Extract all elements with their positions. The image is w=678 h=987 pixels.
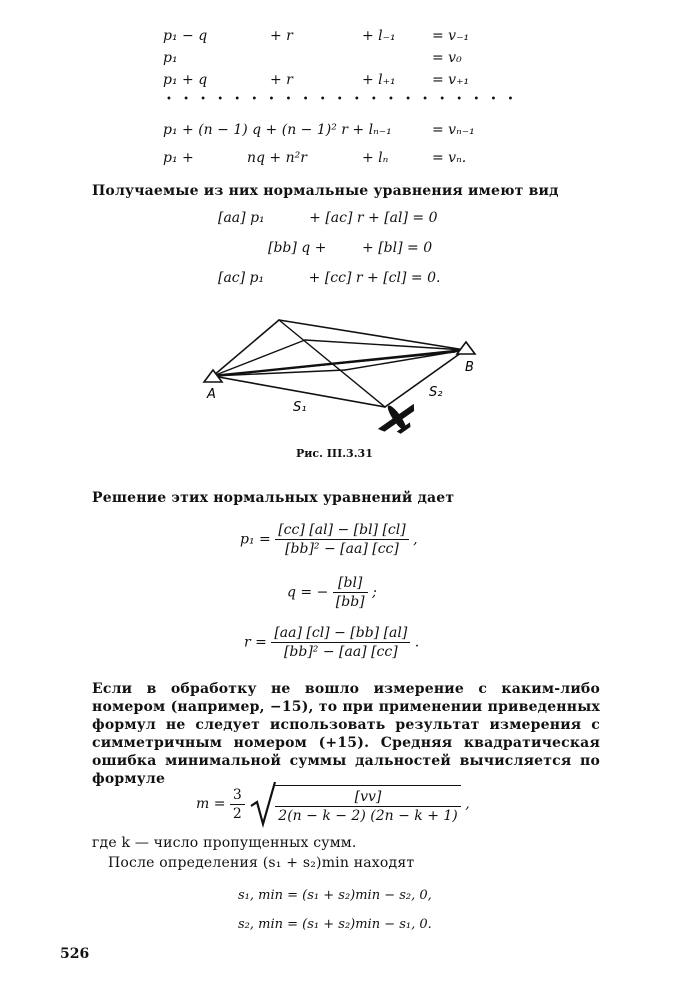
label-b: B (465, 360, 474, 375)
figure-caption: Рис. III.3.31 (296, 447, 373, 460)
eq-row-1-c4: = v₋₁ (432, 28, 470, 44)
p1-numerator: [cc] [al] − [bl] [cl] (275, 522, 409, 540)
solution-intro: Решение этих нормальных уравнений дает (92, 490, 455, 506)
m-end: , (465, 796, 470, 812)
eq-row-3-c4: = v₊₁ (432, 72, 470, 88)
line-a-b-2 (213, 352, 455, 376)
eq-row-1-c2: + r (270, 28, 293, 44)
eq-row-5-c4: = vₙ. (432, 150, 467, 166)
q-lhs: q = − (287, 584, 329, 601)
station-b-marker (457, 342, 475, 354)
normal-eq-3: [ac] p₁ + [cc] r + [cl] = 0. (218, 270, 441, 286)
eq-row-5-c3: + lₙ (362, 150, 389, 166)
eq-row-5-c2: nq + n²r (247, 150, 307, 166)
line-a-top (213, 320, 279, 376)
airplane-icon (370, 393, 423, 443)
q-end: ; (372, 584, 377, 601)
q-formula (287, 575, 377, 610)
ellipsis-dots: • • • • • • • • • • • • • • • • • • • • • (166, 94, 518, 105)
p1-fraction (275, 522, 409, 557)
line-plane-b (385, 350, 465, 407)
normal-equations-intro: Получаемые из них нормальные уравнения имеют вид (92, 183, 559, 199)
r-end: . (414, 634, 420, 651)
m-formula (196, 780, 470, 828)
page-number: 526 (60, 946, 90, 962)
triangulation-figure (195, 310, 485, 445)
p1-end: , (413, 531, 418, 548)
eq-row-4-c1: p₁ + (n − 1) q + (n − 1)² r + lₙ₋₁ (163, 122, 392, 138)
r-denominator: [bb]² − [aa] [cc] (283, 644, 398, 660)
r-numerator: [aa] [cl] − [bb] [al] (271, 625, 410, 643)
m-coefficient (230, 787, 245, 822)
m-coef-num: 3 (230, 787, 245, 805)
m-radicand (275, 785, 460, 824)
label-s2: S₂ (429, 385, 443, 400)
radical-sign (249, 780, 277, 828)
m-lhs: m = (196, 796, 226, 812)
eq-row-2-c4: = v₀ (432, 50, 462, 66)
q-fraction (333, 575, 368, 610)
m-coef-den: 2 (232, 805, 242, 822)
p1-denominator: [bb]² − [aa] [cc] (285, 541, 399, 557)
r-formula (244, 625, 419, 660)
p1-lhs: p₁ = (240, 531, 271, 548)
label-a: A (207, 387, 216, 402)
eq-row-3-c2: + r (270, 72, 293, 88)
m-rad-num: [vv] (275, 789, 460, 807)
q-numerator: [bl] (333, 575, 368, 593)
q-denominator: [bb] (335, 594, 365, 610)
eq-row-3-c1: p₁ + q (163, 72, 208, 88)
eq-row-5-c1: p₁ + (163, 150, 194, 166)
r-lhs: r = (244, 634, 267, 651)
body-paragraph: Если в обработку не вошло измерение с каким-либо номером (например, −15), то при применении приведенных формул не следует использовать результат измерения с симметричным номером (+15). Средняя квадратическая ошибка минимальной суммы дальностей вычисляется по формуле (92, 681, 600, 787)
line-top-b (279, 320, 465, 350)
label-s1: S₁ (293, 400, 307, 415)
where-line: где k — число пропущенных сумм. (92, 835, 357, 851)
normal-eq-2: [bb] q + + [bl] = 0 (268, 240, 433, 256)
line-mid1-b (305, 340, 465, 350)
normal-eq-1: [aa] p₁ + [ac] r + [al] = 0 (218, 210, 438, 226)
eq-row-1-c3: + l₋₁ (362, 28, 396, 44)
final-eq-2: s₂, min = (s₁ + s₂)min − s₁, 0. (238, 917, 432, 932)
after-line: После определения (s₁ + s₂)min находят (108, 855, 415, 871)
eq-row-1-c1: p₁ − q (163, 28, 208, 44)
m-rad-den: 2(n − k − 2) (2n − k + 1) (278, 807, 458, 824)
eq-row-2-c1: p₁ (163, 50, 178, 66)
final-eq-1: s₁, min = (s₁ + s₂)min − s₂, 0, (238, 888, 432, 903)
eq-row-3-c3: + l₊₁ (362, 72, 396, 88)
r-fraction (271, 625, 410, 660)
eq-row-4-c4: = vₙ₋₁ (432, 122, 475, 138)
p1-formula (240, 522, 418, 557)
